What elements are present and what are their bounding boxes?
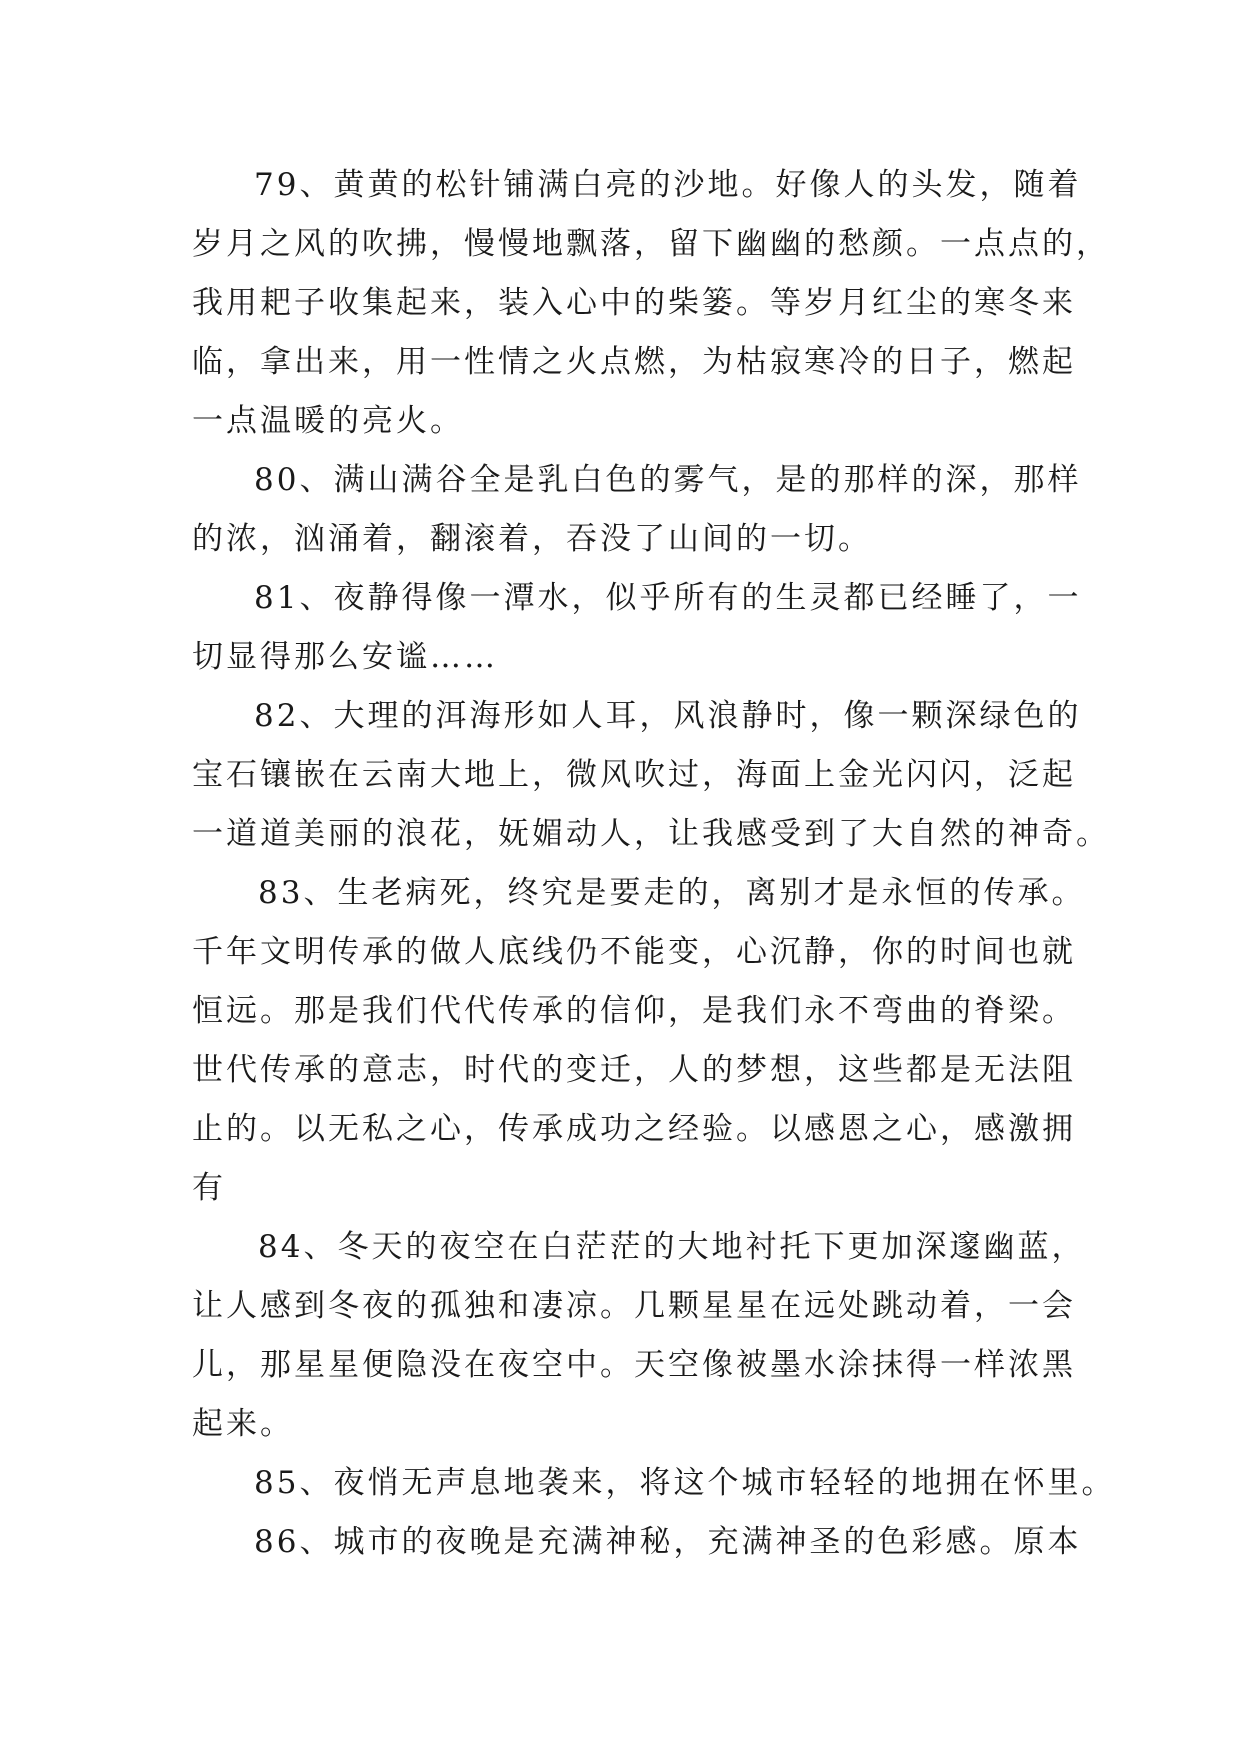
paragraph-83 (192, 864, 1086, 1218)
paragraph-line: 81、夜静得像一潭水，似乎所有的生灵都已经睡了，一 (254, 580, 1082, 616)
paragraph-line: 切显得那么安谧…… (192, 639, 498, 675)
paragraph-line: 一道道美丽的浪花，妩媚动人，让我感受到了大自然的神奇。 (192, 816, 1110, 852)
paragraph-line: 止的。以无私之心，传承成功之经验。以感恩之心，感激拥 (192, 1111, 1076, 1147)
paragraph-line: 86、城市的夜晚是充满神秘，充满神圣的色彩感。原本 (254, 1524, 1082, 1560)
paragraph-81 (192, 569, 1082, 687)
paragraph-line: 岁月之风的吹拂，慢慢地飘落，留下幽幽的愁颜。一点点的， (192, 226, 1110, 262)
paragraph-line: 恒远。那是我们代代传承的信仰，是我们永不弯曲的脊梁。 (192, 993, 1076, 1029)
document-body (192, 156, 1116, 1572)
paragraph-line: 世代传承的意志，时代的变迁，人的梦想，这些都是无法阻 (192, 1052, 1076, 1088)
paragraph-79 (192, 156, 1110, 451)
paragraph-line: 一点温暖的亮火。 (192, 403, 464, 439)
paragraph-line: 85、夜悄无声息地袭来，将这个城市轻轻的地拥在怀里。 (254, 1465, 1116, 1501)
paragraph-line: 有 (192, 1170, 226, 1206)
paragraph-line: 的浓，汹涌着，翻滚着，吞没了山间的一切。 (192, 521, 872, 557)
paragraph-84 (192, 1218, 1086, 1454)
paragraph-line: 临，拿出来，用一性情之火点燃，为枯寂寒冷的日子，燃起 (192, 344, 1076, 380)
paragraph-line: 儿，那星星便隐没在夜空中。天空像被墨水涂抹得一样浓黑 (192, 1347, 1076, 1383)
paragraph-80 (192, 451, 1082, 569)
paragraph-85 (192, 1454, 1116, 1513)
paragraph-line: 84、冬天的夜空在白茫茫的大地衬托下更加深邃幽蓝， (258, 1229, 1086, 1265)
paragraph-82 (192, 687, 1110, 864)
paragraph-line: 80、满山满谷全是乳白色的雾气，是的那样的深，那样 (254, 462, 1082, 498)
paragraph-line: 82、大理的洱海形如人耳，风浪静时，像一颗深绿色的 (254, 698, 1082, 734)
paragraph-86 (192, 1513, 1082, 1572)
paragraph-line: 79、黄黄的松针铺满白亮的沙地。好像人的头发，随着 (254, 167, 1082, 203)
paragraph-line: 让人感到冬夜的孤独和凄凉。几颗星星在远处跳动着，一会 (192, 1288, 1076, 1324)
paragraph-line: 我用耙子收集起来，装入心中的柴篓。等岁月红尘的寒冬来 (192, 285, 1076, 321)
paragraph-line: 起来。 (192, 1406, 294, 1442)
paragraph-line: 宝石镶嵌在云南大地上，微风吹过，海面上金光闪闪，泛起 (192, 757, 1076, 793)
paragraph-line: 83、生老病死，终究是要走的，离别才是永恒的传承。 (258, 875, 1086, 911)
paragraph-line: 千年文明传承的做人底线仍不能变，心沉静，你的时间也就 (192, 934, 1076, 970)
